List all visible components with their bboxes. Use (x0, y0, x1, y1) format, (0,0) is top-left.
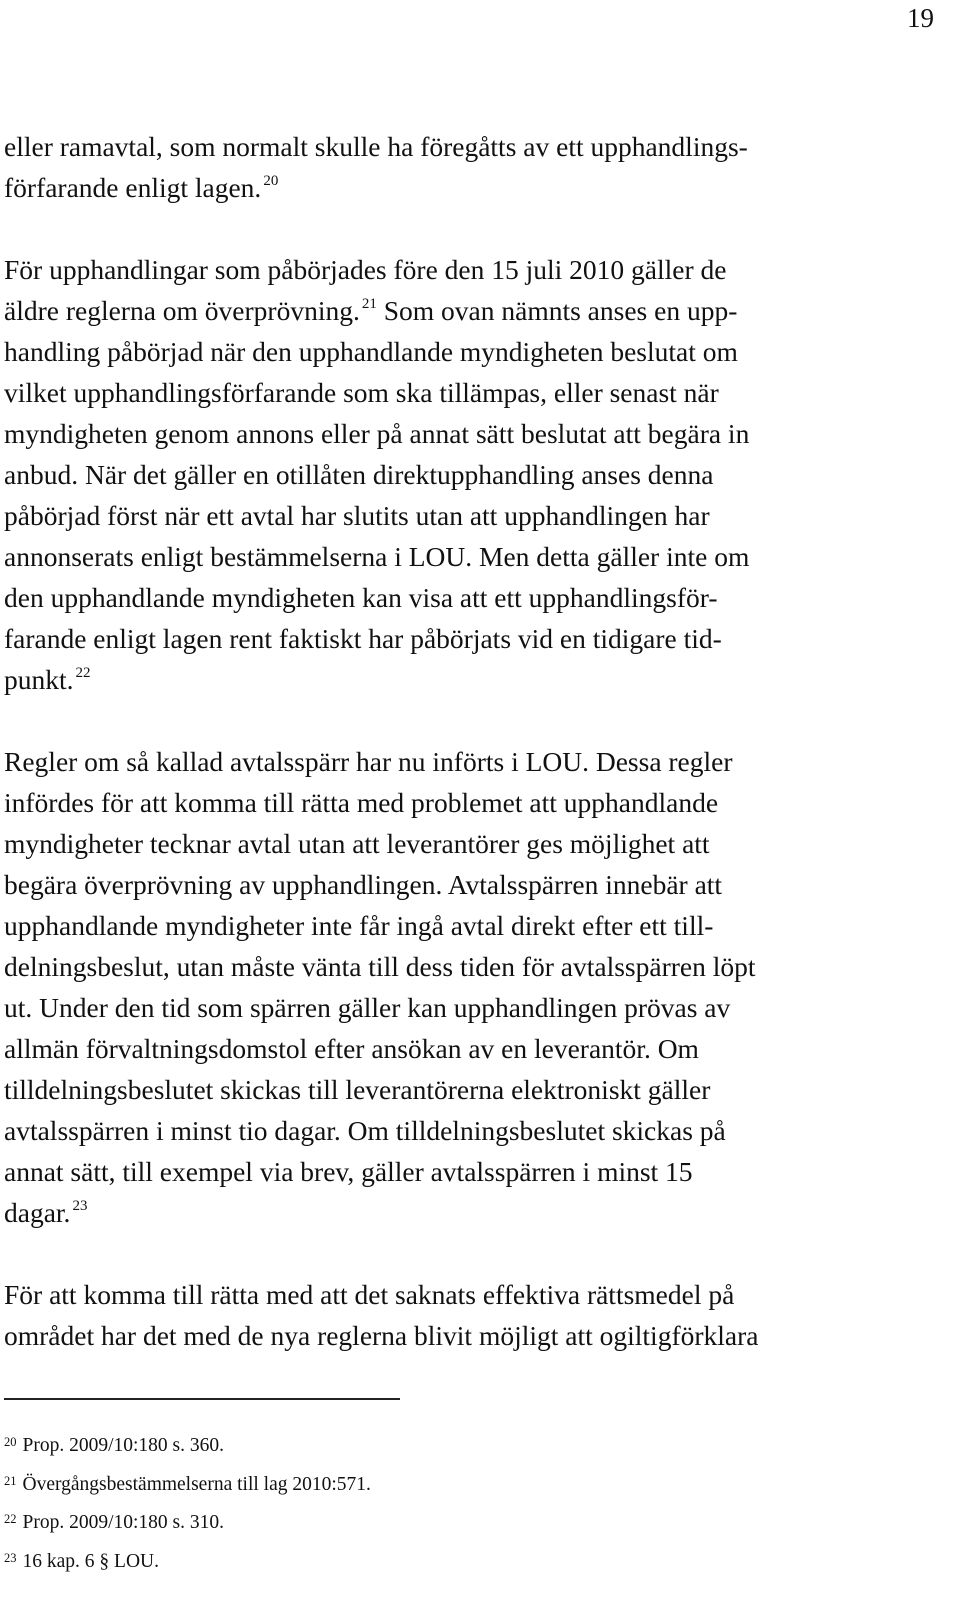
footnote-text: Prop. 2009/10:180 s. 360. (22, 1435, 225, 1456)
text-line: vilket upphandlingsförfarande som ska tillämpas, eller senast när (4, 377, 719, 408)
text-line: eller ramavtal, som normalt skulle ha föregåtts av ett upphandlings- (4, 131, 748, 162)
text-line: handling påbörjad när den upphandlande myndigheten beslutat om (4, 336, 738, 367)
body-text (4, 126, 934, 1356)
text-run: Som ovan nämnts anses en upp- (383, 295, 738, 326)
footnote-ref-21[interactable]: 21 (361, 296, 377, 312)
text-run: äldre reglerna om överprövning. (4, 295, 360, 326)
text-line: infördes för att komma till rätta med problemet att upphandlande (4, 787, 719, 818)
text-line: begära överprövning av upphandlingen. Avtalsspärren innebär att (4, 869, 723, 900)
text-line (4, 659, 934, 700)
footnote-23 (4, 1541, 904, 1580)
footnote-text: 16 kap. 6 § LOU. (22, 1550, 159, 1572)
paragraph-4 (4, 1274, 934, 1356)
footnote-number: 23 (4, 1550, 17, 1565)
text-line: den upphandlande myndigheten kan visa att ett upphandlingsför- (4, 582, 718, 613)
text-line (4, 167, 934, 208)
footnote-21 (4, 1464, 904, 1503)
text-line: För att komma till rätta med att det saknats effektiva rättsmedel på (4, 1279, 735, 1310)
footnote-ref-23[interactable]: 23 (72, 1198, 88, 1214)
text-line: upphandlande myndigheter inte får ingå avtal direkt efter ett till- (4, 910, 714, 941)
text-line: För upphandlingar som påbörjades före den 15 juli 2010 gäller de (4, 254, 727, 285)
footnote-divider (4, 1398, 400, 1400)
footnote-22 (4, 1502, 904, 1541)
text-line (4, 1192, 934, 1233)
text-run: dagar. (4, 1197, 71, 1228)
text-line: avtalsspärren i minst tio dagar. Om tilldelningsbeslutet skickas på (4, 1115, 726, 1146)
text-line: tilldelningsbeslutet skickas till leverantörerna elektroniskt gäller (4, 1074, 711, 1105)
text-line: myndigheten genom annons eller på annat sätt beslutat att begära in (4, 418, 750, 449)
text-run: förfarande enligt lagen. (4, 172, 262, 203)
footnotes (4, 1425, 904, 1579)
text-line: annonserats enligt bestämmelserna i LOU. Men detta gäller inte om (4, 541, 750, 572)
footnote-ref-20[interactable]: 20 (263, 173, 279, 189)
text-line: myndigheter tecknar avtal utan att leverantörer ges möjlighet att (4, 828, 710, 859)
text-line: delningsbeslut, utan måste vänta till dess tiden för avtalsspärren löpt (4, 951, 756, 982)
text-run: punkt. (4, 664, 74, 695)
footnote-number: 20 (4, 1435, 17, 1449)
text-line: annat sätt, till exempel via brev, gäller avtalsspärren i minst 15 (4, 1156, 693, 1187)
text-line: ut. Under den tid som spärren gäller kan upphandlingen prövas av (4, 992, 731, 1023)
text-line: påbörjad först när ett avtal har slutits utan att upphandlingen har (4, 500, 710, 531)
text-line: anbud. När det gäller en otillåten direktupphandling anses denna (4, 459, 714, 490)
footnote-number: 21 (4, 1473, 17, 1488)
text-line: allmän förvaltningsdomstol efter ansökan av en leverantör. Om (4, 1033, 699, 1064)
paragraph-2 (4, 249, 934, 700)
footnote-text: Prop. 2009/10:180 s. 310. (22, 1512, 225, 1533)
text-line: farande enligt lagen rent faktiskt har påbörjats vid en tidigare tid- (4, 623, 722, 654)
text-line: området har det med de nya reglerna blivit möjligt att ogiltigförklara (4, 1320, 759, 1351)
footnote-text: Övergångsbestämmelserna till lag 2010:571. (22, 1473, 371, 1495)
footnote-20 (4, 1425, 904, 1464)
page-number: 19 (907, 3, 934, 33)
paragraph-1 (4, 126, 934, 208)
text-line: Regler om så kallad avtalsspärr har nu införts i LOU. Dessa regler (4, 746, 733, 777)
footnote-ref-22[interactable]: 22 (75, 665, 91, 681)
text-line (4, 290, 934, 331)
paragraph-3 (4, 741, 934, 1233)
footnote-number: 22 (4, 1512, 17, 1526)
